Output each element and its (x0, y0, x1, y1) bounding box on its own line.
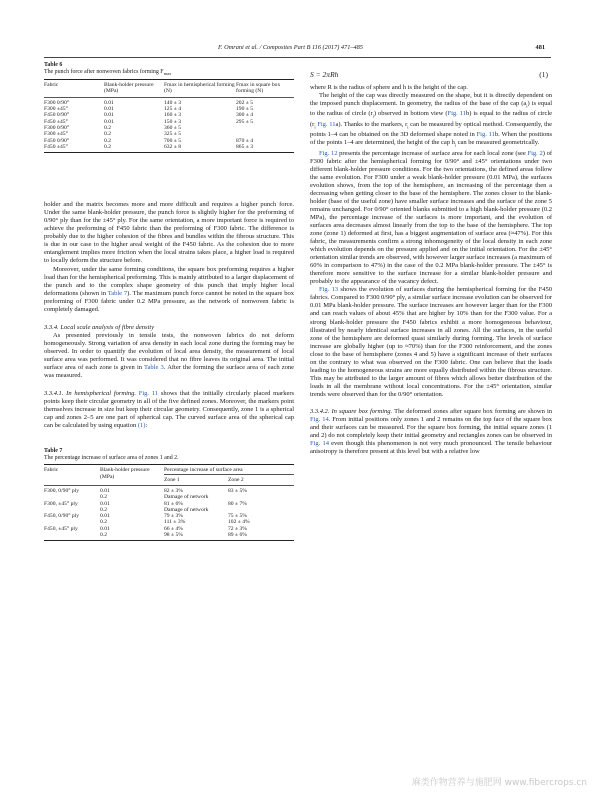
table-7-grid (44, 467, 294, 483)
paragraph: As presented previously in tensile tests, the nonwoven fabrics do not deform homogeneously. Strong variation of area density in each local zone during the forming may be observed. In order to quantify the evolution of local area density, the measurement of local surface area was performed. It was considered that no fibre leaves its original area. The initial surface area of each zone is given in Table 3. After the forming the surface area of each zone was measured. (44, 331, 294, 380)
table-cell: F300 0/90° (44, 99, 70, 106)
table-7 (44, 448, 294, 541)
table-7-body (44, 488, 294, 538)
table-cell: 80 ± 7% (228, 500, 247, 507)
table-7-col-group: Percentage increase of surface area (164, 467, 294, 474)
watermark: 麻类作物营养与施肥网 www.fibercrops.cn (411, 778, 587, 788)
table-6-label: Table 6 (44, 62, 63, 68)
table-cell: 98 ± 5% (164, 532, 183, 539)
paragraph: Fig. 12 presents the percentage increase of surface area for each local zone (see Fig. 2) of F300 fabric after the hemispherical forming for 0/90° and ±45° orientations under two different blank-holder pressure conditions. For the two orientations, the defined areas follow the same evolution. For F300 under a weak blank-holder pressure (0.01 MPa), the surfaces evolution shows, from the top of the hemisphere, an increasing of the percentage then a decreasing when getting closer to the base of the hemisphere. The zones closer to the blank-holder (base of the useful zone) have smaller surface increases and the surface of the zone 5 remains unchanged. For 0/90° oriented blanks submitted to a high blank-holder pressure (0.2 MPa), the percentage increase of the surfaces is more important, and the evolution of surfaces area decreases almost linearly from the top to the base of the hemisphere. The top zone (zone 1) deformed at first, has a biggest augmentation of surface area (≈47%). For this fabric, the measurements confirm a strong inhomogeneity of the local density in each zone which evolution depends on the pressure applied and on the initial orientation. For the ±45° orientation similar trends are observed, with however larger surface increases (a maximum of 60% in comparison to 47%) in the case of the 0.2 MPa blank-holder pressure. The ±45° is therefore more sensitive to the surface increase for a similar blank-holder pressure and probably to the appearance of the vacancy defect. (310, 149, 552, 286)
table-cell: F300 0/90° (44, 124, 70, 131)
equation-1-link[interactable]: (1) (137, 422, 146, 430)
table-row (44, 532, 294, 538)
table-cell: 0.2 (104, 131, 111, 138)
section-heading-3-3-4: 3.3.4. Local scale analysis of fibre density (44, 323, 155, 331)
table-cell: 870 ± 4 (236, 137, 254, 144)
table-cell: 83 ± 5% (228, 487, 247, 494)
section-heading-3-3-4-1: 3.3.4.1. In hemispherical forming. (44, 390, 136, 398)
table-cell: 89 ± 6% (228, 532, 247, 539)
table-cell: 0.2 (104, 137, 111, 144)
table-cell: 632 ± 8 (164, 143, 182, 150)
table-cell: F450, ±45° ply (44, 525, 78, 532)
equation-number: (1) (539, 70, 548, 79)
table-cell: 160 ± 3 (164, 112, 182, 119)
page-number: 481 (535, 44, 545, 51)
table-cell: 0.01 (100, 525, 110, 532)
table-cell: 0.2 (104, 124, 111, 131)
table-6-head-rule (44, 97, 294, 98)
table-cell: 325 ± 5 (164, 131, 182, 138)
table-cell: 66 ± 4% (164, 525, 183, 532)
table-cell: 190 ± 5 (236, 106, 254, 113)
table-cell: F300, ±45° ply (44, 500, 78, 507)
table-7-col-pressure: Blank-holder pressure (MPa) (100, 467, 150, 480)
fig-14-link[interactable]: Fig. 14 (310, 440, 329, 448)
fig-13-link[interactable]: Fig. 13 (319, 286, 339, 294)
fig-11-link[interactable]: Fig. 11 (447, 110, 466, 118)
table-cell: 295 ± 5 (236, 118, 254, 125)
fig-11-link[interactable]: Fig. 11 (317, 120, 336, 128)
fig-11-link[interactable]: Fig. 11 (138, 390, 159, 398)
table-cell: 0.01 (104, 118, 114, 125)
paragraph: Fig. 13 shows the evolution of surfaces during the hemispherical forming for the F450 fabrics. Compared to F300 0/90° ply, a similar surface increase evolution can be observed for 0.01 MPa blank-holder pressure. The surface increases are however larger than for the F300 and can reach values of about 45% that are higher by 10% than for the F300 value. For a strong blank-holder pressure the F450 fabrics exhibit a more homogeneous behaviour, illustrated by nearly identical surface increases in all zones. All the surfaces, in the useful zone of the hemisphere are deformed quasi similarly during forming. The levels of surface increase are globally higher (up to ≈70%) than for the F300 reinforcement, and the zones close to the base of hemisphere (zones 4 and 5) have a significant increase of their surfaces on the contrary to what was observed on the F300 fabric. One can believe that the loads leading to the homogeneous strains are more equally distributed within the fibrous structure. This may be attributed to the larger amount of fibres which allows better distribution of the loads in all the membrane without local concentrations. For the ±45° orientation, similar trends were observed than for the 0/90° orientation. (310, 286, 552, 398)
running-header (44, 44, 551, 56)
table-cell: 82 ± 3% (164, 487, 183, 494)
header-rule (44, 57, 551, 58)
table-cell: 0.2 (100, 494, 107, 501)
table-6-body (44, 100, 294, 150)
table-cell: F450 ±45° (44, 118, 68, 125)
table-cell: 360 ± 5 (164, 124, 182, 131)
table-7-caption: The percentage increase of surface area of zones 1 and 2. (44, 455, 179, 462)
table-7-col-zone2: Zone 2 (228, 476, 244, 483)
table-cell: 700 ± 5 (164, 137, 182, 144)
table-cell: 140 ± 3 (164, 99, 182, 106)
equation-expression: S = 2πRh (310, 70, 339, 79)
fig-12-link[interactable]: Fig. 12 (319, 149, 338, 157)
table-cell: 865 ± 3 (236, 143, 254, 150)
table-cell: 72 ± 3% (228, 525, 247, 532)
paragraph: 3.3.4.1. In hemispherical forming. Fig. 11 shows that the initially circularly placed markers points keep their circular geometry in all of the five defined zones. Moreover, the markers point themselves increase in size but keep their circular geometry. Consequently, zone 1 is a spherical cap and zones 2–5 are one part of spherical cap. The curved surface area of the spherical cap can be calculated by using equation (1): (44, 390, 294, 430)
table-cell: 0.01 (104, 112, 114, 119)
table-6-col-pressure: Blank-holder pressure (MPa) (104, 82, 154, 95)
table-cell: 0.2 (100, 506, 107, 513)
table-cell: F300 ±45° (44, 106, 68, 113)
table-6-header-row (44, 82, 294, 95)
table-cell: Damage of network (164, 506, 209, 513)
table-6-top-rule (44, 79, 294, 80)
table-cell: 79 ± 3% (164, 513, 183, 520)
table-cell: 81 ± 6% (164, 500, 183, 507)
table-cell: 0.2 (104, 143, 111, 150)
table-cell: F300 ±45° (44, 131, 68, 138)
right-column (310, 62, 552, 456)
section-heading-3-3-4-2: 3.3.4.2. In square box forming. (310, 407, 393, 415)
table-cell: F450, 0/90° ply (44, 513, 80, 520)
table-7-col-zone1: Zone 1 (164, 476, 180, 483)
paragraph: where R is the radius of sphere and h is the height of the cap. (310, 84, 468, 91)
table-7-top-rule (44, 464, 294, 465)
table-cell: F450 0/90° (44, 137, 70, 144)
left-column (44, 62, 294, 541)
paragraph: holder and the matrix becomes more and more difficult and requires a higher punch force. Under the same blank-holder pressure, the punch force is slightly higher for the preforming of 0/90° ply than for the ±45° ply. For the same orientation, a more important force is required to achieve the preforming of F450 fabric than the preforming of F300 fabric. The difference is probably due to the higher cohesion of the fibres and bundles within the fibrous structure. This is due in our case to the higher areal weight of the F450 fabric. As the cohesion due to more entanglement implies more friction when the local strains takes place, a higher load is required to locally deform the structure before. (44, 201, 294, 265)
running-title: F. Omrani et al. / Composites Part B 116 (2017) 471–485 (218, 44, 363, 51)
table-cell: 150 ± 3 (164, 118, 182, 125)
table-cell: 0.01 (104, 99, 114, 106)
table-6-caption: The punch force after nonwoven fabrics forming $F_{max}$ (44, 69, 172, 77)
table-3-link[interactable]: Table 3 (144, 364, 164, 372)
table-cell: 0.01 (104, 106, 114, 113)
table-cell: 0.2 (100, 519, 107, 526)
table-6-grid (44, 82, 294, 95)
table-7-label: Table 7 (44, 448, 63, 455)
table-cell: 0.2 (100, 532, 107, 539)
table-7-bottom-rule (44, 540, 294, 541)
paragraph: The height of the cap was directly measured on the shape, but it is directly dependent on the imposed punch displacement. In geometry, the radius of the base of the cap $(a_i)$ is equal to the radius of circle $(r_i)$ observed in bottom view (Fig. 11b) is equal to the radius of circle ($r_i$ Fig. 11a). Thanks to the markers, $r_i$ can be measured by optical method. Consequently, the points 1–4 can be obtained on the 3D deformed shape noted in Fig. 11b. When the positions of the points 1–4 are determined, the height of the cap $h_i$ can be measured geometrically. (310, 92, 553, 148)
table-row (44, 144, 294, 150)
fig-11-link[interactable]: Fig. 11 (476, 131, 495, 139)
paragraph: 3.3.4.2. In square box forming. The deformed zones after square box forming are shown in Fig. 14. From initial positions only zones 1 and 2 remains on the top face of the square box and their surfaces can be measured. For the square box forming, the initial square zones (1 and 2) do not completely keep their initial geometry and rectangles zones can be observed in Fig. 14 even though this phenomenon is not very much pronounced. The tensile behaviour anisotropy is therefore present at this level but with a relative low (310, 407, 552, 456)
table-cell: 75 ± 5% (228, 513, 247, 520)
table-cell: 300 ± 4 (236, 112, 254, 119)
paragraph: Moreover, under the same forming conditions, the square box preforming requires a higher load than for the hemispherical preforming. This is mainly attributed to a larger displacement of the punch and to the complex shape geometry of this punch that imply higher local deformations (shown in Table 7). The maximum punch force cannot be noted in the square box preforming of F300 fabric under 0.2 MPa pressure, as the network of nonwoven fabric is completely damaged. (44, 265, 294, 313)
table-6 (44, 62, 294, 153)
table-7-col-fabric: Fabric (44, 467, 59, 474)
table-cell: 0.01 (100, 487, 110, 494)
table-cell: 102 ± 4% (228, 519, 250, 526)
table-cell: 111 ± 3% (164, 519, 186, 526)
table-cell: F450 ±45° (44, 143, 68, 150)
table-cell: Damage of network (164, 494, 209, 501)
table-7-link[interactable]: Table 7 (107, 289, 128, 297)
table-6-col-square-box: Fmax in square box forming (N) (236, 82, 281, 95)
table-cell: 0.01 (100, 513, 110, 520)
table-6-col-hemispherical: Fmax in hemispherical forming (N) (164, 82, 235, 95)
table-cell: 202 ± 5 (236, 99, 254, 106)
fig-2-link[interactable]: Fig. 2 (527, 149, 543, 157)
table-6-col-fabric: Fabric (44, 82, 59, 89)
table-cell: F450 0/90° (44, 112, 70, 119)
table-cell: F300, 0/90° ply (44, 487, 80, 494)
table-cell (44, 532, 100, 538)
table-7-head-rule (44, 485, 294, 486)
equation-1 (310, 70, 552, 84)
table-cell: 125 ± 4 (164, 106, 182, 113)
table-cell: 0.01 (100, 500, 110, 507)
fig-14-link[interactable]: Fig. 14 (310, 416, 329, 424)
